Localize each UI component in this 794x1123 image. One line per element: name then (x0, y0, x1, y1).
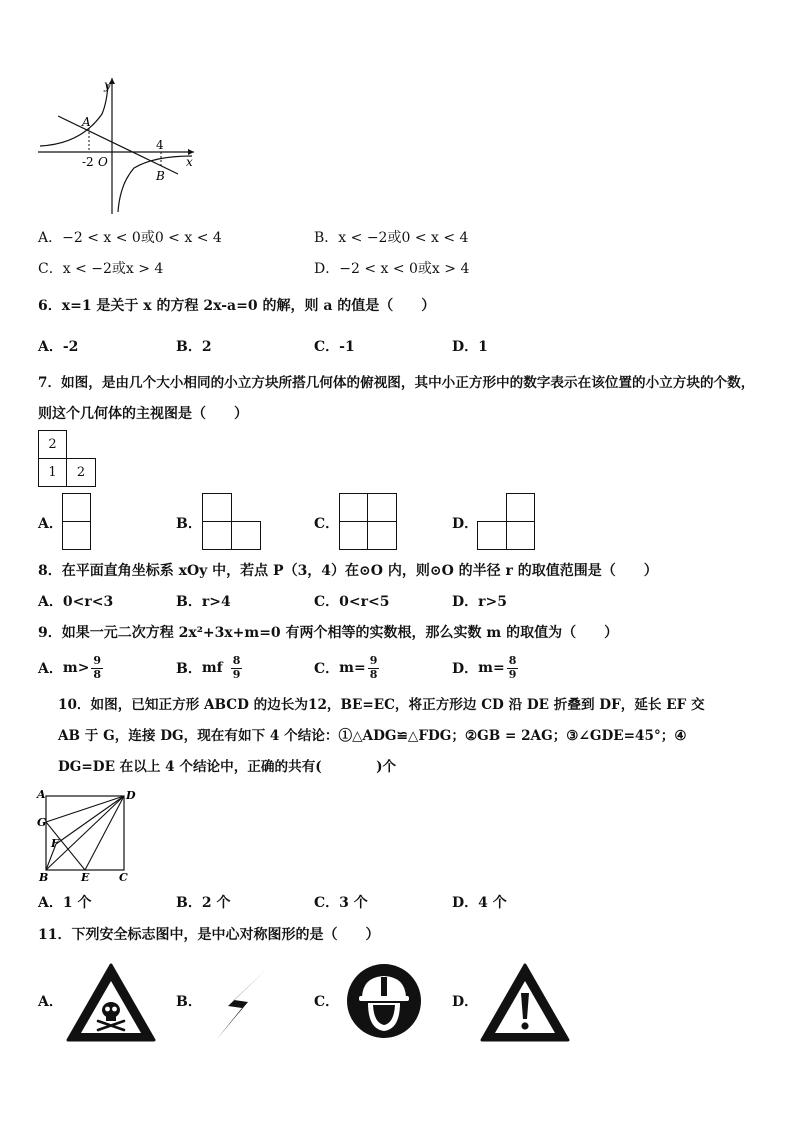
q6-option-d[interactable]: D．1 (452, 339, 488, 355)
q5-option-c[interactable]: C．x < −2或x > 4 (38, 261, 164, 277)
q10-option-d[interactable]: D．4 个 (452, 895, 507, 911)
q11-stem: 11．下列安全标志图中，是中心对称图形的是（ ） (38, 927, 380, 943)
q7-option-b-label[interactable]: B． (176, 516, 202, 532)
q7-option-b-figure[interactable] (202, 493, 262, 551)
q5-y-label: y (104, 78, 111, 92)
q5-graph (36, 76, 198, 218)
q8-option-b[interactable]: B．r>4 (176, 594, 231, 610)
q5-option-a[interactable]: A．−2 < x < 0或0 < x < 4 (38, 230, 222, 246)
q6-option-c[interactable]: C．-1 (314, 339, 355, 355)
q11-option-a-sign[interactable] (66, 963, 156, 1043)
q8-option-d[interactable]: D．r>5 (452, 594, 507, 610)
q5-tick-neg2: -2 (82, 155, 94, 169)
q7-cell-bottom-right: 2 (66, 458, 96, 487)
q9-option-d[interactable]: D． m= $\frac{8}{9}$ (452, 654, 517, 681)
q7-option-a-label[interactable]: A． (38, 516, 63, 532)
q10-label-b: B (39, 871, 49, 884)
q11-option-c-sign[interactable] (346, 963, 422, 1039)
q7-option-c-label[interactable]: C． (314, 516, 340, 532)
q5-point-a: A (82, 115, 91, 129)
q10-label-g: G (37, 816, 47, 829)
q7-option-a-figure[interactable] (62, 493, 92, 551)
q11-option-d-label[interactable]: D． (452, 994, 479, 1010)
q5-option-b[interactable]: B．x < −2或0 < x < 4 (314, 230, 469, 246)
q10-option-a[interactable]: A．1 个 (38, 895, 92, 911)
q11-option-b-sign[interactable] (212, 966, 272, 1042)
q7-cell-bottom-left: 1 (38, 458, 67, 487)
q10-option-c[interactable]: C．3 个 (314, 895, 368, 911)
q11-option-c-label[interactable]: C． (314, 994, 340, 1010)
q9-option-b[interactable]: B． mf $\frac{8}{9}$ (176, 654, 241, 681)
q11-option-b-label[interactable]: B． (176, 994, 202, 1010)
q11-option-d-sign[interactable] (480, 963, 570, 1043)
q10-stem-line2: AB 于 G，连接 DG，现在有如下 4 个结论：①△ADG≌△FDG；②GB = 2AG；③∠GDE=45°；④ (58, 728, 687, 744)
q8-stem: 8．在平面直角坐标系 xOy 中，若点 P（3，4）在⊙O 内，则⊙O 的半径 r 的取值范围是（ ） (38, 563, 658, 579)
q11-option-a-label[interactable]: A． (38, 994, 63, 1010)
q9-option-c[interactable]: C． m= $\frac{9}{8}$ (314, 654, 378, 681)
q5-point-b: B (156, 169, 165, 183)
q6-stem: 6．x=1 是关于 x 的方程 2x-a=0 的解，则 a 的值是（ ） (38, 298, 436, 314)
q10-stem-line3: DG=DE 在以上 4 个结论中，正确的共有( )个 (58, 759, 397, 775)
q5-option-d[interactable]: D．−2 < x < 0或x > 4 (314, 261, 470, 277)
q10-stem-line1: 10．如图，已知正方形 ABCD 的边长为12，BE=EC，将正方形边 CD 沿 DE 折叠到 DF，延长 EF 交 (58, 697, 705, 713)
q8-option-a[interactable]: A．0<r<3 (38, 594, 114, 610)
q9-stem: 9．如果一元二次方程 2x²+3x+m=0 有两个相等的实数根，那么实数 m 的取值为（ ） (38, 625, 619, 641)
q8-option-c[interactable]: C．0<r<5 (314, 594, 390, 610)
q10-label-d: D (126, 789, 136, 802)
q10-label-e: E (81, 871, 90, 884)
q9-option-a[interactable]: A． m> $\frac{9}{8}$ (38, 654, 102, 681)
lightning-bolt-icon (216, 968, 268, 1040)
q7-option-c-figure[interactable] (339, 493, 399, 551)
q6-option-a[interactable]: A．-2 (38, 339, 79, 355)
q5-origin: O (98, 155, 108, 169)
q10-label-f: F (51, 837, 59, 850)
q5-x-label: x (186, 155, 193, 169)
q7-option-d-label[interactable]: D． (452, 516, 479, 532)
q7-stem-line2: 则这个几何体的主视图是（ ） (38, 406, 248, 422)
q7-stem-line1: 7．如图，是由几个大小相同的小立方块所搭几何体的俯视图，其中小正方形中的数字表示在该位置的小立方块的个数， (38, 375, 755, 391)
q5-tick-4: 4 (156, 138, 164, 152)
q10-label-a: A (37, 788, 46, 801)
q10-label-c: C (119, 871, 128, 884)
q10-figure (34, 786, 144, 884)
q10-option-b[interactable]: B．2 个 (176, 895, 231, 911)
q7-option-d-figure[interactable] (477, 493, 537, 551)
q7-cell-top: 2 (38, 430, 67, 459)
q6-option-b[interactable]: B．2 (176, 339, 212, 355)
